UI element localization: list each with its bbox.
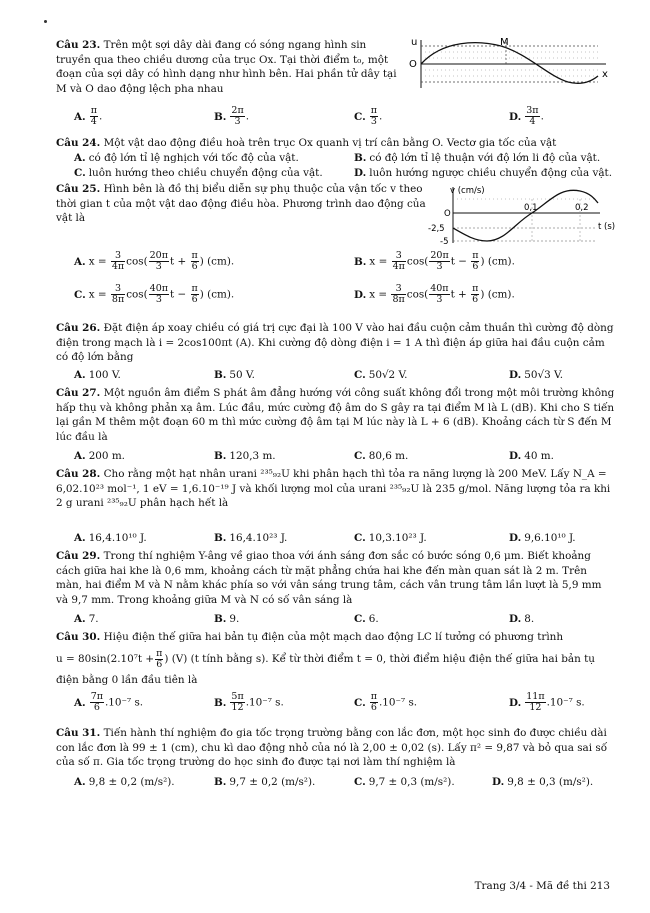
q26-option-c[interactable] bbox=[354, 368, 407, 382]
frac-den: 12 bbox=[231, 702, 244, 713]
question-label: Câu 25. bbox=[56, 183, 101, 195]
eq-pre: x = bbox=[88, 288, 107, 301]
question-text: Hiệu điện thế giữa hai bản tụ điện của một mạch dao động LC lí tưởng có phương trình bbox=[103, 631, 564, 643]
q25-option-a[interactable]: A. x = $\frac{3}{4\pi}$ cos( $\frac{20\pi}{3}$ t + $\frac{\pi}{6}$ ) (cm). bbox=[74, 250, 235, 272]
option-text: 9,8 ± 0,2 (m/s²). bbox=[88, 776, 175, 788]
q28-option-d[interactable] bbox=[509, 531, 576, 545]
eq-post: ) (V) (t tính bằng s). Kể từ thời điểm t = 0, thời điểm hiệu điện thế giữa hai bản tụ bbox=[164, 653, 595, 665]
option-key: C. bbox=[354, 696, 366, 709]
u-axis-label: u bbox=[411, 37, 418, 48]
option-text: .10⁻⁷ s. bbox=[104, 696, 144, 709]
frac-num: π bbox=[472, 283, 479, 294]
option-text: luôn hướng theo chiều chuyển động của vật. bbox=[88, 167, 323, 179]
q26-option-d[interactable] bbox=[509, 368, 563, 382]
option-key: A. bbox=[74, 613, 86, 625]
q24-option-d[interactable] bbox=[354, 166, 612, 180]
t-tick-1: 0,1 bbox=[524, 203, 538, 213]
question-27 bbox=[56, 386, 616, 444]
frac-num: 11π bbox=[526, 691, 545, 702]
q26-option-a[interactable] bbox=[74, 368, 121, 382]
option-text: 16,4.10²³ J. bbox=[229, 532, 288, 544]
option-text: 7. bbox=[88, 613, 99, 625]
question-25 bbox=[56, 182, 426, 226]
frac-den: 6 bbox=[472, 294, 479, 305]
question-label: Câu 24. bbox=[56, 137, 101, 149]
q29-option-c[interactable] bbox=[354, 612, 379, 626]
q31-option-c[interactable] bbox=[354, 775, 455, 789]
eq-sign: − bbox=[458, 255, 467, 268]
frac-den: 3 bbox=[370, 116, 377, 127]
eq-unit: (cm). bbox=[207, 288, 235, 301]
option-key: D. bbox=[354, 288, 367, 301]
eq-unit: (cm). bbox=[487, 255, 515, 268]
q29-option-d[interactable] bbox=[509, 612, 534, 626]
frac-den: 12 bbox=[529, 702, 542, 713]
t-tick-2: 0,2 bbox=[575, 203, 589, 213]
eq-pre: x = bbox=[369, 288, 388, 301]
option-key: A. bbox=[74, 152, 86, 164]
option-text: có độ lớn tỉ lệ nghịch với tốc độ của vật. bbox=[88, 152, 299, 164]
wave-figure bbox=[408, 36, 613, 92]
frac-den: 8π bbox=[392, 294, 405, 305]
q28-option-a[interactable] bbox=[74, 531, 147, 545]
question-30 bbox=[56, 630, 616, 645]
q30-option-d[interactable] bbox=[509, 692, 585, 713]
frac-num: 3 bbox=[111, 251, 125, 262]
q26-option-b[interactable] bbox=[214, 368, 255, 382]
question-text: Hình bên là đồ thị biểu diễn sự phụ thuộc của vận tốc v theo thời gian t của một vật dao động điều hòa. Phương trình dao động của vật là bbox=[56, 183, 426, 224]
frac-den: 3 bbox=[436, 294, 443, 305]
question-label: Câu 29. bbox=[56, 550, 101, 562]
option-text: 8. bbox=[524, 613, 535, 625]
eq-unit: (cm). bbox=[207, 255, 235, 268]
x-axis-label: t (s) bbox=[598, 222, 616, 232]
option-text: 80,6 m. bbox=[368, 450, 409, 462]
question-24 bbox=[56, 136, 616, 151]
option-key: C. bbox=[354, 369, 366, 381]
option-key: D. bbox=[509, 532, 522, 544]
question-text: Trên một sợi dây dài đang có sóng ngang hình sin truyền qua theo chiều dương của trục Ox. Tại thời điểm t₀, một đoạn của sợi dây có hình dạng như hình bên. Hai phần tử dây tại M và O dao động lệch pha nhau bbox=[56, 39, 397, 95]
option-key: B. bbox=[214, 450, 227, 462]
frac-num: 3 bbox=[111, 284, 125, 295]
option-text: 120,3 m. bbox=[229, 450, 276, 462]
option-text: có độ lớn tỉ lệ thuận với độ lớn li độ của vật. bbox=[369, 152, 601, 164]
frac-den: 4π bbox=[111, 261, 125, 272]
eq-sign: + bbox=[177, 255, 187, 268]
option-key: A. bbox=[74, 255, 86, 268]
eq-sign: + bbox=[458, 288, 467, 301]
frac-num: 40π bbox=[430, 283, 449, 294]
m-point-label: M bbox=[500, 37, 509, 48]
question-label: Câu 30. bbox=[56, 631, 101, 643]
frac-den: 6 bbox=[472, 261, 479, 272]
y-tick-neg: -2,5 bbox=[428, 224, 445, 234]
frac-num: π bbox=[370, 105, 377, 116]
question-text: Tiến hành thí nghiệm đo gia tốc trọng trường bằng con lắc đơn, một học sinh đo được chiều dài con lắc đơn là 99 ± 1 (cm), chu kì dao động nhỏ của nó là 2,00 ± 0,02 (s). Lấy π² = 9,87 và bỏ qua sai số của số π. Gia tốc trọng trường do học sinh đo được tại nơi làm thí nghiệm là bbox=[56, 727, 608, 768]
option-key: D. bbox=[354, 167, 367, 179]
option-text: 50 V. bbox=[229, 369, 255, 381]
question-label: Câu 26. bbox=[56, 322, 101, 334]
frac-num: π bbox=[191, 283, 198, 294]
question-label: Câu 23. bbox=[56, 39, 101, 51]
question-26 bbox=[56, 321, 616, 365]
frac-num: π bbox=[472, 250, 479, 261]
option-key: A. bbox=[74, 696, 86, 709]
option-key: D. bbox=[492, 776, 505, 788]
q31-option-d[interactable] bbox=[492, 775, 593, 789]
q27-option-a[interactable] bbox=[74, 449, 125, 463]
question-text: Cho rằng một hạt nhân urani ²³⁵₉₂U khi phân hạch thì tỏa ra năng lượng là 200 MeV. Lấy N_A = 6,02.10²³ mol⁻¹, 1 eV = 1,6.10⁻¹⁹ J và khối lượng mol của urani ²³⁵₉₂U là 235 g/mol. Năng lượng tỏa ra khi 2 g urani ²³⁵₉₂U phân hạch hết là bbox=[56, 468, 611, 509]
frac-num: 20π bbox=[430, 250, 449, 261]
page-footer: Trang 3/4 - Mã đề thi 213 bbox=[474, 880, 610, 892]
option-key: A. bbox=[74, 450, 86, 462]
q30-option-b[interactable] bbox=[214, 692, 284, 713]
option-key: C. bbox=[354, 532, 366, 544]
page-mark bbox=[44, 20, 47, 23]
frac-den: 8π bbox=[111, 294, 125, 305]
frac-num: 3 bbox=[392, 251, 406, 262]
velocity-graph bbox=[420, 183, 620, 245]
eq-pre: u = 80sin(2.10⁷t + bbox=[56, 653, 155, 665]
question-label: Câu 28. bbox=[56, 468, 101, 480]
q25-option-c[interactable]: C. x = $\frac{3}{8\pi}$ cos( $\frac{40\pi}{3}$ t − $\frac{\pi}{6}$ ) (cm). bbox=[74, 283, 235, 305]
option-text: 50√3 V. bbox=[524, 369, 564, 381]
question-text: Một vật dao động điều hoà trên trục Ox quanh vị trí cân bằng O. Vectơ gia tốc của vật bbox=[103, 137, 557, 149]
option-key: C. bbox=[74, 167, 86, 179]
q27-option-c[interactable] bbox=[354, 449, 408, 463]
q28-option-b[interactable] bbox=[214, 531, 287, 545]
option-text: 6. bbox=[368, 613, 379, 625]
question-text: Đặt điện áp xoay chiều có giá trị cực đại là 100 V vào hai đầu cuộn cảm thuần thì cường độ dòng điện trong mạch là i = 2cos100πt (A). Khi cường độ dòng điện i = 1 A thì điện áp giữa hai đầu cuộn cảm có độ lớn bằng bbox=[56, 322, 614, 363]
q30-option-c[interactable] bbox=[354, 692, 417, 713]
option-text: .10⁻⁷ s. bbox=[378, 696, 418, 709]
option-key: B. bbox=[214, 776, 227, 788]
origin-label: O bbox=[444, 209, 451, 219]
question-30-tail bbox=[56, 673, 616, 688]
frac-den: 3 bbox=[155, 261, 162, 272]
x-axis-label: x bbox=[602, 69, 608, 80]
question-28 bbox=[56, 467, 616, 511]
option-key: D. bbox=[509, 613, 522, 625]
eq-pre: x = bbox=[369, 255, 388, 268]
question-text: điện bằng 0 lần đầu tiên là bbox=[56, 674, 198, 686]
frac-den: 6 bbox=[191, 294, 198, 305]
option-key: A. bbox=[74, 776, 86, 788]
q31-option-b[interactable] bbox=[214, 775, 315, 789]
option-text: 50√2 V. bbox=[368, 369, 408, 381]
q29-option-a[interactable] bbox=[74, 612, 99, 626]
q27-option-b[interactable] bbox=[214, 449, 276, 463]
frac-den: 4 bbox=[90, 116, 97, 127]
q31-option-a[interactable] bbox=[74, 775, 175, 789]
option-key: B. bbox=[214, 110, 227, 123]
option-key: B. bbox=[354, 255, 367, 268]
q25-option-b[interactable]: B. x = $\frac{3}{4\pi}$ cos( $\frac{20\pi}{3}$ t − $\frac{\pi}{6}$ ) (cm). bbox=[354, 250, 515, 272]
frac-num: π bbox=[90, 105, 97, 116]
option-text: .10⁻⁷ s. bbox=[546, 696, 585, 709]
q28-option-c[interactable] bbox=[354, 531, 427, 545]
q27-option-d[interactable] bbox=[509, 449, 554, 463]
frac-num: π bbox=[370, 691, 377, 702]
q23-option-a[interactable]: A. $\frac{\pi}{4}$ . bbox=[74, 105, 103, 127]
q24-option-c[interactable] bbox=[74, 166, 323, 180]
frac-den: 4 bbox=[529, 116, 536, 127]
frac-num: 7π bbox=[90, 691, 103, 702]
eq-sign: − bbox=[177, 288, 187, 301]
frac-den: 3 bbox=[234, 116, 241, 127]
question-label: Câu 27. bbox=[56, 387, 101, 399]
frac-num: 2π bbox=[231, 105, 244, 116]
frac-den: 4π bbox=[392, 261, 405, 272]
option-text: 10,3.10²³ J. bbox=[368, 532, 427, 544]
y-axis-label: v (cm/s) bbox=[450, 186, 485, 196]
option-key: C. bbox=[74, 288, 86, 301]
frac-num: 20π bbox=[149, 250, 168, 261]
option-text: 200 m. bbox=[88, 450, 125, 462]
frac-den: 6 bbox=[93, 702, 100, 713]
option-text: 9,7 ± 0,3 (m/s²). bbox=[368, 776, 455, 788]
q23-option-b[interactable]: B. $\frac{2\pi}{3}$ . bbox=[214, 105, 250, 127]
option-key: B. bbox=[214, 532, 227, 544]
option-key: B. bbox=[214, 696, 227, 709]
q30-option-a[interactable] bbox=[74, 692, 143, 713]
frac-den: 6 bbox=[370, 702, 377, 713]
frac-den: 6 bbox=[191, 261, 198, 272]
option-key: C. bbox=[354, 613, 366, 625]
option-key: B. bbox=[214, 613, 227, 625]
option-key: C. bbox=[354, 776, 366, 788]
frac-den: 3 bbox=[436, 261, 443, 272]
option-text: .10⁻⁷ s. bbox=[245, 696, 284, 709]
y-tick-min: -5 bbox=[440, 237, 449, 245]
question-label: Câu 31. bbox=[56, 727, 101, 739]
option-key: C. bbox=[354, 450, 366, 462]
question-23 bbox=[56, 38, 401, 96]
option-key: D. bbox=[509, 696, 522, 709]
option-key: A. bbox=[74, 532, 86, 544]
option-text: 9,7 ± 0,2 (m/s²). bbox=[229, 776, 316, 788]
option-text: 40 m. bbox=[524, 450, 554, 462]
option-key: A. bbox=[74, 369, 86, 381]
q29-option-b[interactable] bbox=[214, 612, 239, 626]
question-text: Trong thí nghiệm Y-âng về giao thoa với ánh sáng đơn sắc có bước sóng 0,6 μm. Biết khoảng cách giữa hai khe là 0,6 mm, khoảng cách từ mặt phẳng chứa hai khe đến màn quan sát là 2 m. Trên màn, hai điểm M và N nằm khác phía so với vân sáng trung tâm, cách vân trung tâm lần lượt là 5,9 mm và 9,7 mm. Trong khoảng giữa M và N có số vân sáng là bbox=[56, 550, 602, 606]
origin-label: O bbox=[409, 59, 417, 70]
eq-pre: x = bbox=[88, 255, 107, 268]
option-key: A. bbox=[74, 110, 86, 123]
question-31 bbox=[56, 726, 616, 770]
question-29 bbox=[56, 549, 616, 607]
option-key: C. bbox=[354, 110, 366, 123]
q23-option-c[interactable]: C. $\frac{\pi}{3}$ . bbox=[354, 105, 383, 127]
question-30-equation bbox=[56, 648, 616, 670]
frac-den: 3 bbox=[155, 294, 162, 305]
option-key: B. bbox=[214, 369, 227, 381]
option-key: B. bbox=[354, 152, 367, 164]
frac-num: 5π bbox=[231, 691, 244, 702]
frac-num: π bbox=[191, 250, 198, 261]
option-key: D. bbox=[509, 450, 522, 462]
q25-option-d[interactable]: D. x = $\frac{3}{8\pi}$ cos( $\frac{40\pi}{3}$ t + $\frac{\pi}{6}$ ) (cm). bbox=[354, 283, 515, 305]
option-key: D. bbox=[509, 369, 522, 381]
frac-num: 3π bbox=[526, 105, 539, 116]
option-text: 9. bbox=[229, 613, 240, 625]
frac-num: 40π bbox=[149, 283, 169, 294]
frac-den: 6 bbox=[156, 658, 163, 670]
option-text: 9,8 ± 0,3 (m/s²). bbox=[507, 776, 594, 788]
q24-option-b[interactable] bbox=[354, 151, 600, 165]
option-text: 16,4.10¹⁰ J. bbox=[88, 532, 147, 544]
eq-unit: (cm). bbox=[487, 288, 515, 301]
option-key: D. bbox=[509, 110, 522, 123]
option-text: 100 V. bbox=[88, 369, 121, 381]
frac-num: π bbox=[156, 647, 163, 659]
q24-option-a[interactable] bbox=[74, 151, 299, 165]
q23-option-d[interactable]: D. $\frac{3\pi}{4}$ . bbox=[509, 105, 544, 127]
frac-num: 3 bbox=[391, 284, 405, 295]
question-text: Một nguồn âm điểm S phát âm đẳng hướng với công suất không đổi trong một môi trường không hấp thụ và không phản xạ âm. Lúc đầu, mức cường độ âm do S gây ra tại điểm M là L (dB). Khi cho S tiến lại gần M thêm một đoạn 60 m thì mức cường độ âm tại M lúc này là L + 6 (dB). Khoảng cách từ S đến M lúc đầu là bbox=[56, 387, 615, 443]
option-text: luôn hướng ngược chiều chuyển động của vật. bbox=[369, 167, 613, 179]
option-text: 9,6.10¹⁰ J. bbox=[524, 532, 576, 544]
